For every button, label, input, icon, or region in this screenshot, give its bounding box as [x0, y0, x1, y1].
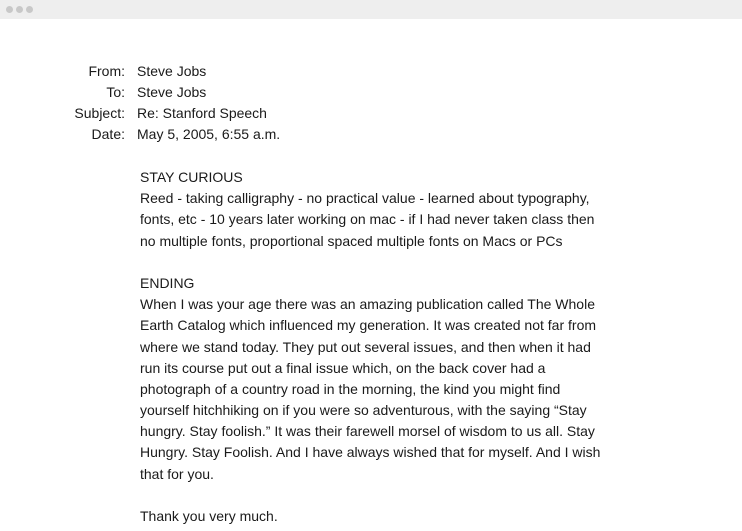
to-value: Steve Jobs	[137, 84, 207, 100]
closing-line: Thank you very much.	[140, 508, 278, 524]
body-line: hungry. Stay foolish.” It was their farewell morsel of wisdom to us all. Stay	[140, 423, 595, 440]
email-headers	[0, 61, 280, 145]
section-heading: STAY CURIOUS	[140, 169, 243, 185]
date-label: Date:	[91, 126, 125, 142]
date-value: May 5, 2005, 6:55 a.m.	[137, 126, 281, 142]
body-line: run its course put out a final issue which, on the back cover had a	[140, 359, 546, 376]
from-value: Steve Jobs	[137, 63, 207, 79]
body-line: fonts, etc - 10 years later working on mac - if I had never taken class then	[140, 211, 595, 228]
body-line: where we stand today. They put out several issues, and then when it had	[140, 338, 591, 355]
subject-value: Re: Stanford Speech	[137, 105, 267, 121]
zoom-icon[interactable]	[26, 6, 33, 13]
from-row	[0, 61, 280, 82]
minimize-icon[interactable]	[16, 6, 23, 13]
to-label: To:	[106, 84, 125, 100]
email-body	[140, 167, 610, 527]
subject-row	[0, 103, 280, 124]
date-row	[0, 124, 280, 145]
body-line: Earth Catalog which influenced my generation. It was created not far from	[140, 317, 597, 334]
paragraph-gap	[140, 485, 610, 506]
body-line: Hungry. Stay Foolish. And I have always wished that for myself. And I wish	[140, 444, 601, 461]
body-line: Reed - taking calligraphy - no practical value - learned about typography,	[140, 190, 590, 207]
section-heading: ENDING	[140, 274, 195, 291]
paragraph-gap	[140, 252, 610, 273]
body-line: that for you.	[140, 465, 214, 482]
body-line: yourself hitchhiking on if you were so adventurous, with the saying “Stay	[140, 402, 587, 419]
close-icon[interactable]	[6, 6, 13, 13]
to-row	[0, 82, 280, 103]
body-line: When I was your age there was an amazing publication called The Whole	[140, 296, 595, 313]
body-line: photograph of a country road in the morning, the kind you might find	[140, 380, 561, 397]
body-line: no multiple fonts, proportional spaced multiple fonts on Macs or PCs	[140, 232, 563, 249]
subject-label: Subject:	[74, 105, 125, 121]
title-bar	[0, 0, 742, 19]
from-label: From:	[88, 63, 125, 79]
